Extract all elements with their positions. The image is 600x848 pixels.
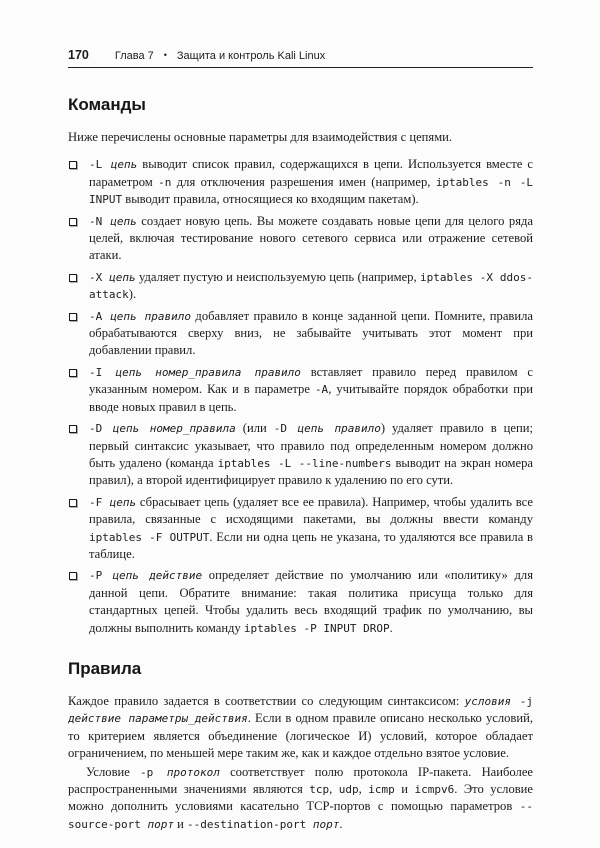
options-bullet-list [68,156,533,637]
text-segment: Каждое правило задается в соответствии со следующим синтаксисом: [68,693,465,708]
text-segment: -F [89,495,110,509]
text-segment: -I [89,365,116,379]
text-segment: iptables -P INPUT DROP [243,621,390,635]
list-item [68,494,533,564]
text-segment: добавляет правило в конце заданной цепи. Помните, правила обрабатываются сверху вниз, не забывайте учитывать этот момент при добавлении правил. [89,308,533,358]
text-segment: -D [273,422,298,436]
text-segment: tcp [309,783,330,796]
list-item [68,364,533,416]
text-segment: --source-port [68,800,533,831]
text-segment: (или [235,421,274,436]
list-item-text [89,156,533,208]
text-segment: -N [89,214,111,228]
text-segment: цепь номер_правила правило [115,365,301,379]
square-bullet-icon [69,499,77,507]
text-segment: цепь действие [112,569,203,583]
text-segment: соответствует полю протокола IP-пакета. Наиболее распространенными значениями являются [68,764,533,796]
text-segment: -j [519,694,533,708]
rules-paragraph-1 [68,693,533,763]
text-segment: условия [464,694,520,708]
text-segment: -X [89,270,110,284]
intro-paragraph: Ниже перечислены основные параметры для взаимодействия с цепями. [68,130,453,144]
text-segment: цепь правило [110,309,191,323]
text-segment: , учитывайте порядок обработки при вводе новых правил в цепь. [89,382,533,414]
text-segment: icmp [368,783,395,796]
text-segment: порт [312,817,340,831]
text-segment: и [394,782,415,796]
section-heading-commands: Команды [68,95,146,114]
text-segment: выводит на экран номера правил), а второй идентифицирует правило к удалению по его сути. [89,455,534,488]
text-segment: udp [338,783,359,796]
separator-dot-icon: • [163,50,167,60]
text-segment: iptables -F OUTPUT [89,530,210,544]
text-segment: цепь номер_правила [112,422,236,436]
text-segment: цепь правило [297,422,381,436]
text-segment: удаляет пустую и неиспользуемую цепь (например, [135,269,420,284]
text-segment: вставляет правило перед правилом с указанным номером. Как и в параметре [89,364,534,397]
text-segment: и [173,816,188,831]
text-segment: -n [158,175,172,189]
chapter-title: Защита и контроль Kali Linux [176,50,326,62]
list-item-text [89,567,533,637]
page-number: 170 [68,48,89,62]
list-item-text [89,420,533,490]
text-segment: действие параметры_действия [68,712,248,726]
square-bullet-icon [69,313,77,321]
text-segment: порт [147,817,174,831]
text-segment: . [389,620,393,635]
text-segment: для отключения разрешения имен (например, [171,174,436,189]
text-segment: протокол [166,765,220,779]
list-item-text [89,308,533,360]
text-segment: определяет действие по умолчанию или «политику» для данной цепи. Обратите внимание: такая политика присуща только для стандартных цепей. Чтобы удалить весь входящий трафик по умолчанию, вы должны выполнить команду [89,568,533,635]
square-bullet-icon [69,161,77,169]
text-segment: iptables -L --line-numbers [217,456,392,470]
text-segment: выводит правила, относящиеся ко входящим пакетам). [122,192,419,207]
square-bullet-icon [69,572,77,580]
square-bullet-icon [69,369,77,377]
section-heading-rules: Правила [68,658,142,678]
list-item-text [89,269,533,304]
text-segment: Условие [86,764,141,779]
list-item [68,269,533,304]
square-bullet-icon [69,274,77,282]
text-segment: -A [89,309,111,323]
text-segment: цепь [110,158,138,172]
text-segment: iptables -X ddos-attack [89,270,533,302]
text-segment: . [339,816,343,831]
text-segment: -A [314,383,329,397]
list-item [68,213,533,265]
square-bullet-icon [69,218,77,226]
list-item [68,420,533,490]
list-item [68,308,533,360]
rules-paragraph-2 [68,764,533,834]
text-segment: , [329,782,339,796]
text-segment: цепь [109,270,136,284]
text-segment: -P [89,569,113,583]
text-segment: -L [89,158,111,172]
text-segment: iptables -n -L INPUT [89,175,533,207]
text-segment: . Если ни одна цепь не указана, то удаляются все правила в таблице. [89,529,533,561]
text-segment: создает новую цепь. Вы можете создавать новые цепи для целого ряда целей, включая тестирование нового сетевого сервиса или отражение сетевой атаки. [89,213,533,263]
running-head [68,48,533,68]
list-item [68,567,533,637]
square-bullet-icon [69,425,77,433]
text-segment: сбрасывает цепь (удаляет все ее правила). Например, чтобы удалить все правила, связанные с исходящими пакетами, вы должны ввести команду [89,494,534,527]
list-item-text [89,213,533,265]
text-segment: icmpv6 [414,783,455,796]
list-item-text [89,494,533,564]
text-segment: цепь [110,214,137,228]
list-item [68,156,533,208]
text-segment: выводит список правил, содержащихся в цепи. Используется вместе с параметром [89,157,533,189]
text-segment: --destination-port [187,817,313,831]
text-segment: . Это условие можно дополнить условиями касательно TCP-портов с помощью параметров [68,782,534,814]
text-segment: -p [140,765,167,779]
text-segment: ) удаляет правило в цепи; первый синтаксис указывает, что правило под определенным номером должно быть удалено (команда [89,421,533,470]
text-segment: -D [89,422,113,436]
list-item-text [89,364,533,416]
chapter-label: Глава 7 [114,50,154,62]
text-segment: ). [128,287,137,302]
text-segment: цепь [109,495,137,509]
text-segment: , [358,782,369,796]
text-segment: . Если в одном правиле описано несколько условий, то критерием является объединение (логическое И) условий, которое обладает ограничением, по меньшей мере таким же, как и каждое отдельно взятое условие. [68,711,533,761]
